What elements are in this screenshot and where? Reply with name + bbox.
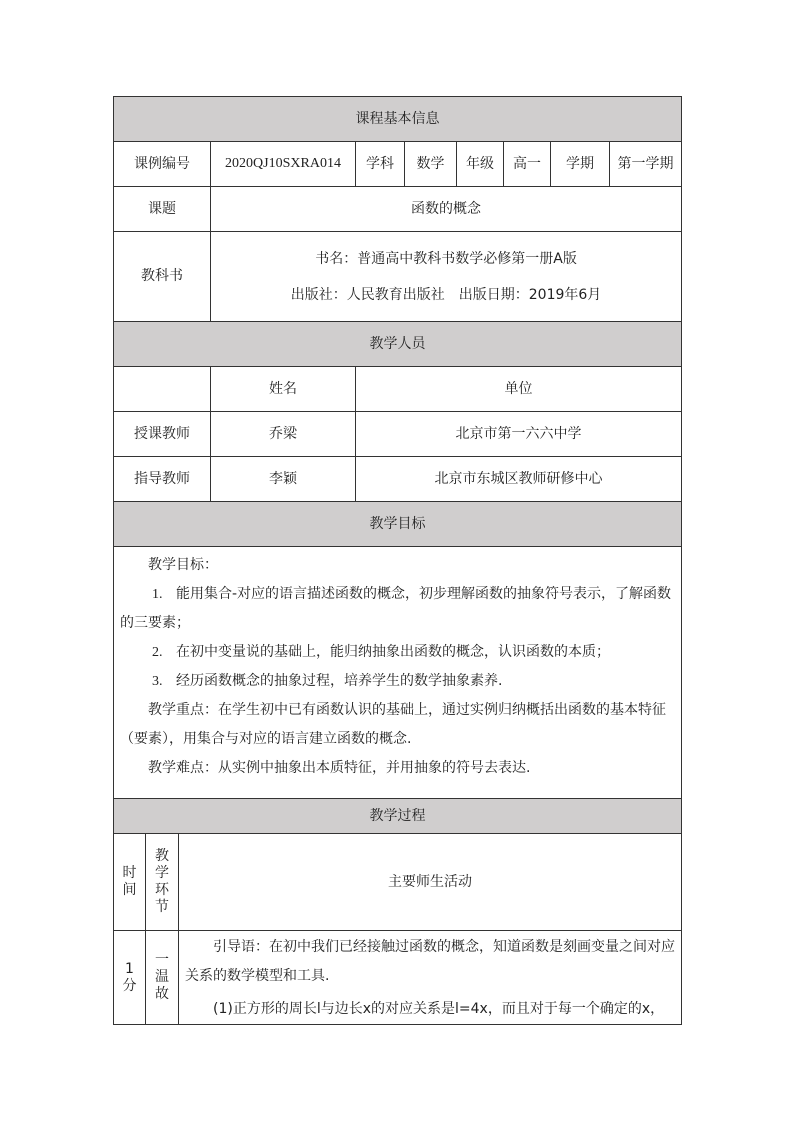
case-no-label: 课例编号 [114, 142, 211, 187]
publisher-info: 出版社：人民教育出版社 出版日期：2019年6月 [290, 286, 602, 303]
staff-corner-cell [114, 367, 211, 412]
staff-role: 授课教师 [114, 412, 211, 457]
process-col-main: 主要师生活动 [179, 834, 682, 931]
staff-col-name: 姓名 [211, 367, 356, 412]
goals-body [114, 547, 682, 799]
goal-number: 3. [152, 674, 163, 689]
grade-label: 年级 [457, 142, 504, 187]
course-info-header: 课程基本信息 [114, 97, 682, 142]
difficulty: 教学难点：从实例中抽象出本质特征，并用抽象的符号去表达. [148, 760, 531, 776]
process-activity [179, 931, 682, 1025]
process-header: 教学过程 [114, 799, 682, 834]
staff-role: 指导教师 [114, 457, 211, 502]
book-name: 书名：普通高中教科书数学必修第一册A版 [315, 250, 577, 267]
goal-item [120, 638, 675, 667]
textbook-info [211, 232, 682, 322]
lesson-plan-table [113, 96, 682, 1025]
staff-header: 教学人员 [114, 322, 682, 367]
goals-intro: 教学目标： [148, 557, 218, 573]
term-value: 第一学期 [610, 142, 682, 187]
staff-unit: 北京市第一六六中学 [356, 412, 682, 457]
goal-item [120, 667, 675, 696]
goal-text: 经历函数概念的抽象过程，培养学生的数学抽象素养. [176, 673, 503, 689]
goal-text: 能用集合-对应的语言描述函数的概念，初步理解函数的抽象符号表示，了解函数 [176, 586, 672, 602]
process-stage: 一温故 [146, 931, 179, 1025]
topic-value: 函数的概念 [211, 187, 682, 232]
term-label: 学期 [551, 142, 610, 187]
lead-in-text: 引导语：在初中我们已经接触过函数的概念，知道函数是刻画变量之间对应关系的数学模型和工具. [185, 939, 675, 984]
staff-col-unit: 单位 [356, 367, 682, 412]
goal-number: 1. [152, 587, 163, 602]
topic-label: 课题 [114, 187, 211, 232]
process-col-time: 时间 [114, 834, 146, 931]
staff-name: 李颖 [211, 457, 356, 502]
goal-text: 在初中变量说的基础上，能归纳抽象出函数的概念，认识函数的本质； [176, 644, 610, 660]
process-time: 1分 [114, 931, 146, 1025]
grade-value: 高一 [504, 142, 551, 187]
subject-value: 数学 [405, 142, 457, 187]
textbook-label: 教科书 [114, 232, 211, 322]
staff-unit: 北京市东城区教师研修中心 [356, 457, 682, 502]
example-text: (1)正方形的周长l与边长x的对应关系是l=4x，而且对于每一个确定的x， [213, 1001, 665, 1017]
process-col-stage: 教学环节 [146, 834, 179, 931]
goal-item [120, 580, 675, 609]
subject-label: 学科 [356, 142, 405, 187]
goals-header: 教学目标 [114, 502, 682, 547]
staff-name: 乔梁 [211, 412, 356, 457]
case-no-value: 2020QJ10SXRA014 [211, 142, 356, 187]
goal-item-continued: 的三要素； [120, 615, 190, 631]
key-points: 教学重点：在学生初中已有函数认识的基础上，通过实例归纳概括出函数的基本特征（要素），用集合与对应的语言建立函数的概念. [120, 702, 666, 747]
goal-number: 2. [152, 645, 163, 660]
